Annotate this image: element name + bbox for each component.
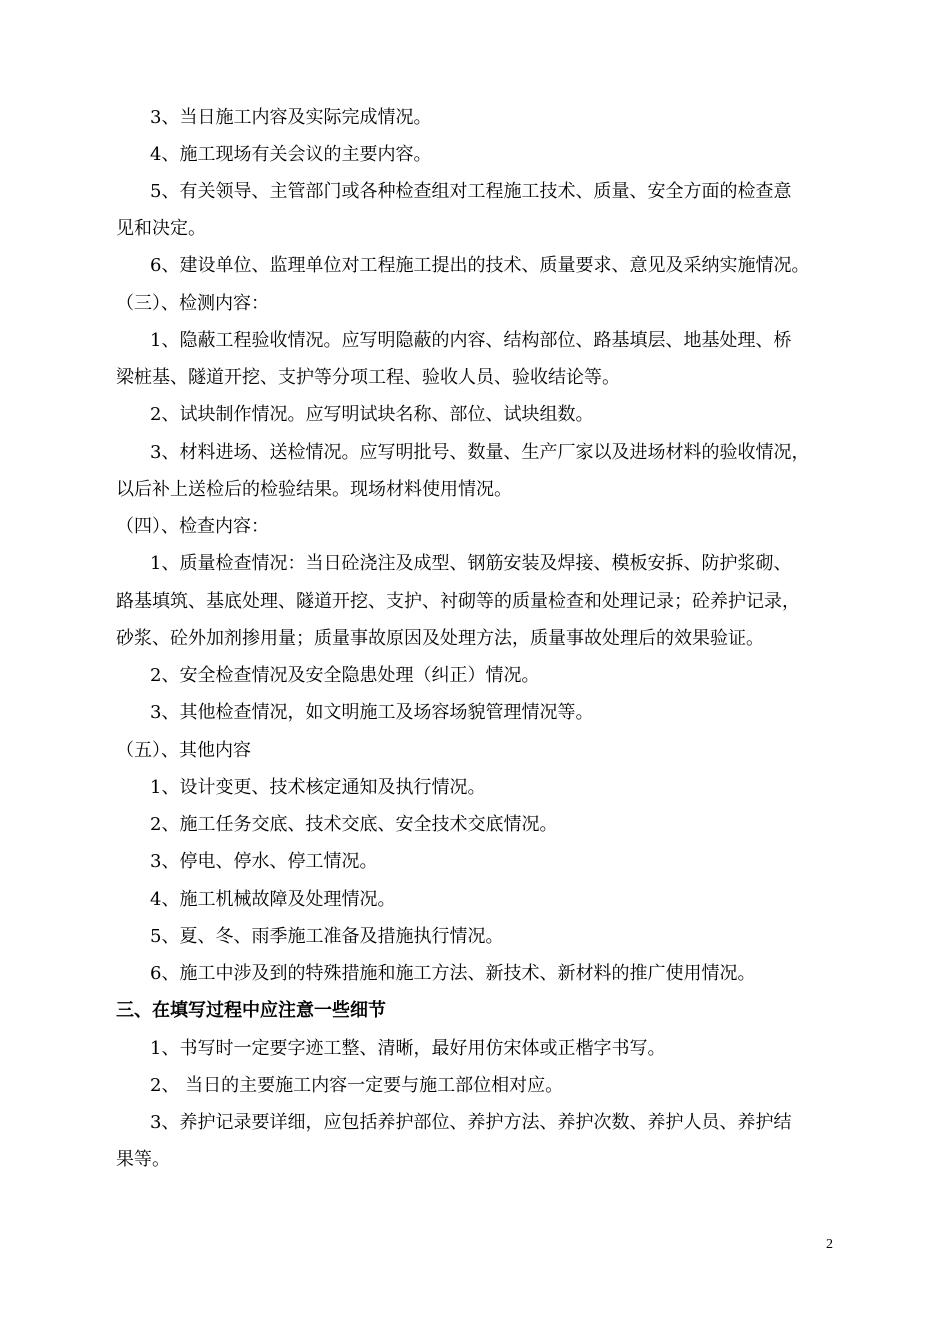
list-item: 5、有关领导、主管部门或各种检查组对工程施工技术、质量、安全方面的检查意 (150, 181, 792, 202)
list-item: 2、施工任务交底、技术交底、安全技术交底情况。 (150, 814, 558, 835)
list-item: 6、施工中涉及到的特殊措施和施工方法、新技术、新材料的推广使用情况。 (150, 963, 756, 984)
list-item: 1、隐蔽工程验收情况。应写明隐蔽的内容、结构部位、路基填层、地基处理、桥 (150, 330, 792, 351)
paragraph-continuation: 梁桩基、隧道开挖、支护等分项工程、验收人员、验收结论等。 (116, 367, 620, 388)
list-item: 4、施工现场有关会议的主要内容。 (150, 144, 432, 165)
list-item: 3、养护记录要详细，应包括养护部位、养护方法、养护次数、养护人员、养护结 (150, 1112, 792, 1133)
section-heading: （四）、检查内容： (116, 516, 269, 537)
list-item: 1、质量检查情况：当日砼浇注及成型、钢筋安装及焊接、模板安拆、防护浆砌、 (150, 553, 792, 574)
page-number: 2 (826, 1237, 833, 1252)
list-item: 3、停电、停水、停工情况。 (150, 851, 378, 872)
list-item: 6、建设单位、监理单位对工程施工提出的技术、质量要求、意见及采纳实施情况。 (150, 255, 810, 276)
list-item: 2、 当日的主要施工内容一定要与施工部位相对应。 (150, 1075, 564, 1096)
section-heading: （三）、检测内容： (116, 293, 269, 314)
list-item: 2、安全检查情况及安全隐患处理（纠正）情况。 (150, 665, 540, 686)
list-item: 1、书写时一定要字迹工整、清晰，最好用仿宋体或正楷字书写。 (150, 1038, 666, 1059)
paragraph-continuation: 果等。 (116, 1149, 170, 1170)
paragraph-continuation: 砂浆、砼外加剂掺用量；质量事故原因及处理方法，质量事故处理后的效果验证。 (116, 628, 764, 649)
paragraph-continuation: 以后补上送检后的检验结果。现场材料使用情况。 (116, 479, 512, 500)
paragraph-continuation: 路基填筑、基底处理、隧道开挖、支护、衬砌等的质量检查和处理记录；砼养护记录， (116, 591, 800, 612)
section-heading: （五）、其他内容 (116, 740, 251, 761)
list-item: 2、试块制作情况。应写明试块名称、部位、试块组数。 (150, 404, 594, 425)
list-item: 1、设计变更、技术核定通知及执行情况。 (150, 777, 486, 798)
paragraph-continuation: 见和决定。 (116, 218, 206, 239)
list-item: 5、夏、冬、雨季施工准备及措施执行情况。 (150, 926, 504, 947)
list-item: 4、施工机械故障及处理情况。 (150, 889, 396, 910)
list-item: 3、当日施工内容及实际完成情况。 (150, 107, 432, 128)
chapter-heading: 三、在填写过程中应注意一些细节 (116, 1000, 386, 1021)
list-item: 3、其他检查情况，如文明施工及场容场貌管理情况等。 (150, 702, 594, 723)
list-item: 3、材料进场、送检情况。应写明批号、数量、生产厂家以及进场材料的验收情况， (150, 442, 810, 463)
